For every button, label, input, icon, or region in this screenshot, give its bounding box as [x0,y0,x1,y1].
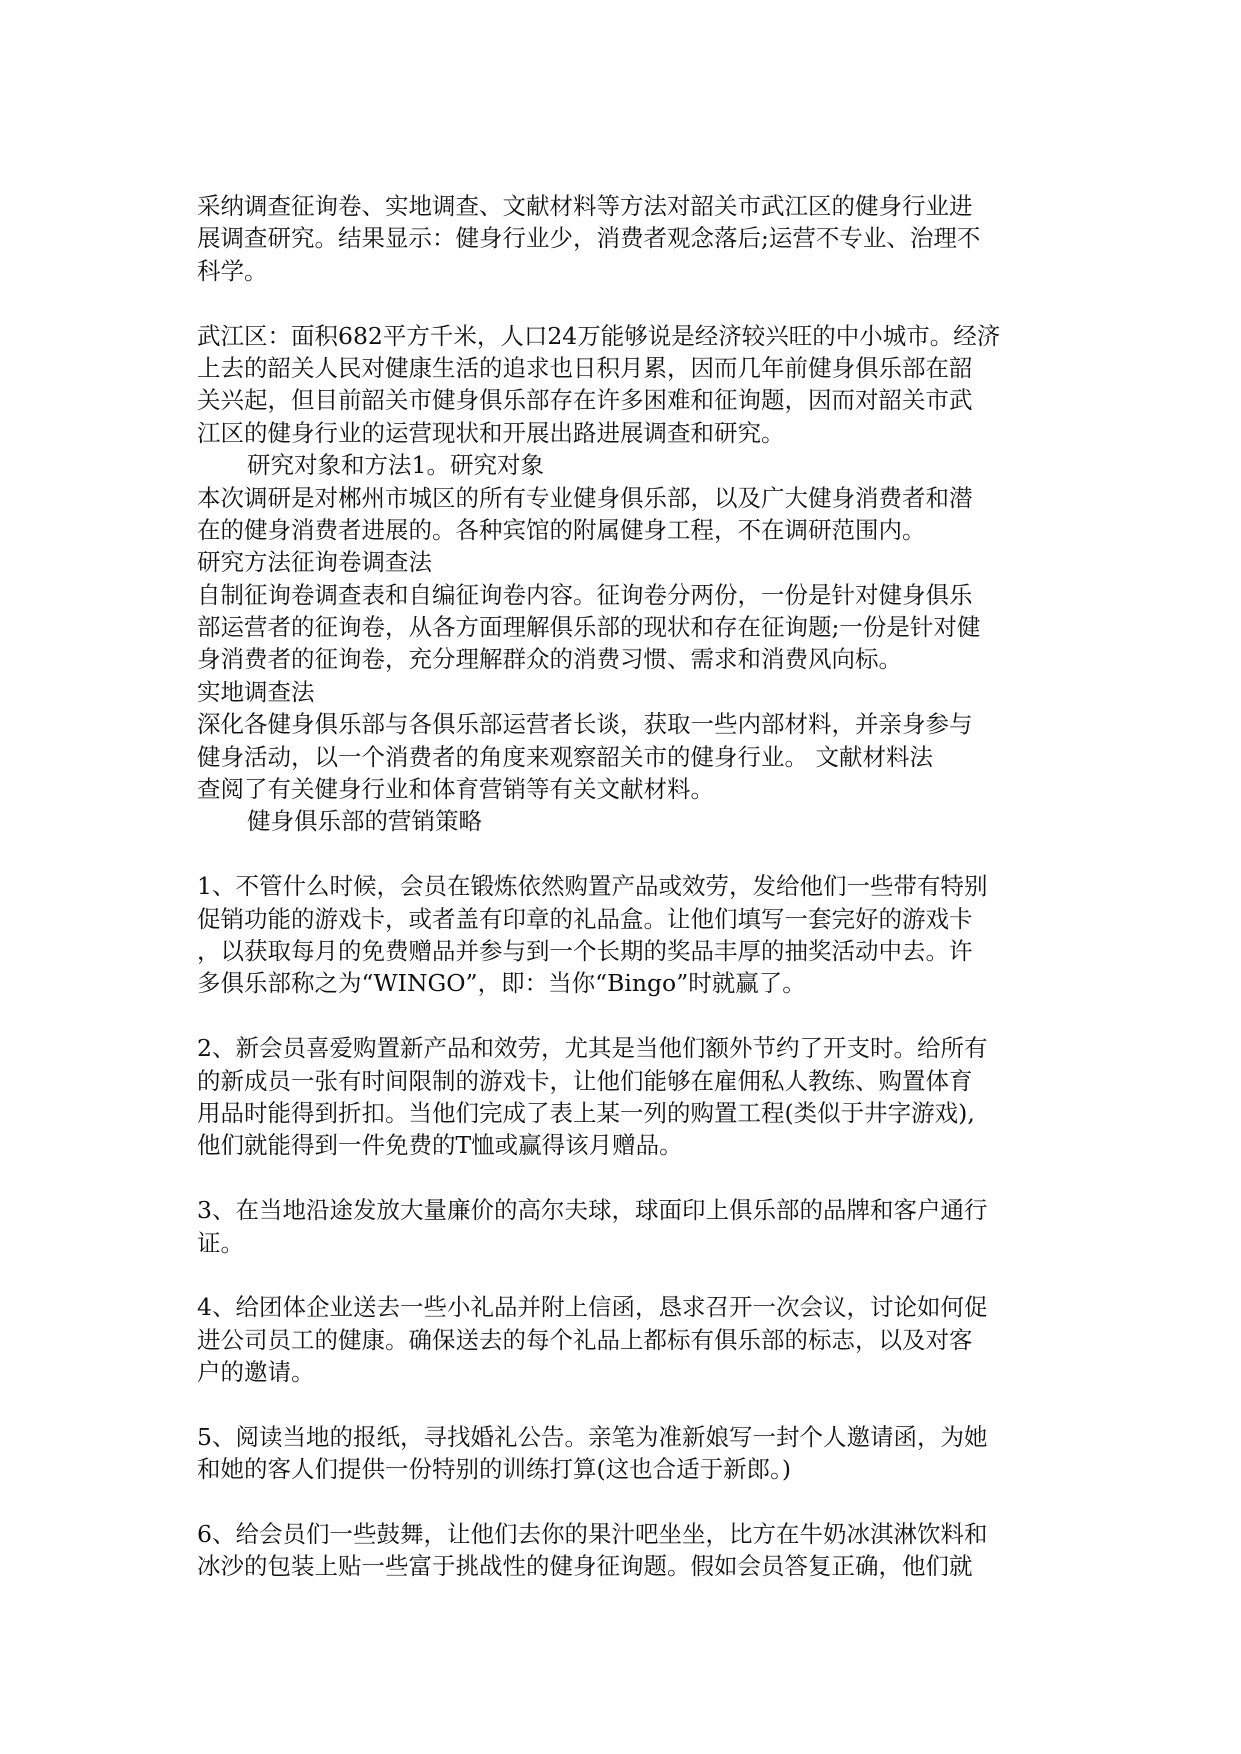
text-line: 本次调研是对郴州市城区的所有专业健身俱乐部，以及广大健身消费者和潜 [197,483,973,512]
text-line: 展调查研究。结果显示：健身行业少，消费者观念落后;运营不专业、治理不 [197,224,981,253]
blank-line [197,1259,1047,1291]
section-heading-marketing-strategy: 健身俱乐部的营销策略 [247,807,482,836]
section-heading-research-objects: 研究对象和方法1。研究对象 [247,451,544,480]
text-line: ，以获取每月的免费赠品并参与到一个长期的奖品丰厚的抽奖活动中去。许 [197,936,973,965]
text-line: 证。 [197,1228,244,1257]
text-line: 健身活动，以一个消费者的角度来观察韶关市的健身行业。 文献材料法 [197,742,933,771]
text-line: 5、阅读当地的报纸，寻找婚礼公告。亲笔为准新娘写一封个人邀请函，为她 [197,1422,988,1451]
blank-line [197,838,1047,870]
strategy-item-2 [197,1032,1047,1162]
text-line: 的新成员一张有时间限制的游戏卡，让他们能够在雇佣私人教练、购置体育 [197,1066,973,1095]
text-line: 采纳调查征询卷、实地调查、文献材料等方法对韶关市武江区的健身行业进 [197,192,973,220]
text-line: 深化各健身俱乐部与各俱乐部运营者长谈，获取一些内部材料，并亲身参与 [197,710,973,739]
text-line: 促销功能的游戏卡，或者盖有印章的礼品盒。让他们填写一套完好的游戏卡 [197,904,973,933]
text-line: 6、给会员们一些鼓舞，让他们去你的果汁吧坐坐，比方在牛奶冰淇淋饮料和 [197,1520,988,1549]
text-line: 进公司员工的健康。确保送去的每个礼品上都标有俱乐部的标志，以及对客 [197,1325,973,1354]
background-paragraph [197,320,1047,450]
subheading-field-survey: 实地调查法 [197,677,315,706]
strategy-item-5 [197,1421,1047,1486]
text-line: 他们就能得到一件免费的T恤或赢得该月赠品。 [197,1131,683,1160]
subheading-questionnaire-method: 研究方法征询卷调查法 [197,548,432,577]
research-objects-paragraph [197,482,1047,547]
strategy-item-6 [197,1518,1047,1583]
text-line: 和她的客人们提供一份特别的训练打算(这也合适于新郎。) [197,1455,792,1484]
text-line: 科学。 [197,256,268,285]
text-line: 武江区：面积682平方千米，人口24万能够说是经济较兴旺的中小城市。经济 [197,321,1001,350]
text-line: 查阅了有关健身行业和体育营销等有关文献材料。 [197,775,714,804]
document-body [197,190,1047,1583]
blank-line [197,1486,1047,1518]
text-line: 1、不管什么时候，会员在锻炼依然购置产品或效劳，发给他们一些带有特别 [197,872,988,901]
blank-line [197,1162,1047,1194]
text-line: 3、在当地沿途发放大量廉价的高尔夫球，球面印上俱乐部的品牌和客户通行 [197,1196,988,1225]
text-line: 在的健身消费者进展的。各种宾馆的附属健身工程，不在调研范围内。 [197,515,926,544]
text-line: 4、给团体企业送去一些小礼品并附上信函，恳求召开一次会议，讨论如何促 [197,1293,988,1322]
text-line: 2、新会员喜爱购置新产品和效劳，尤其是当他们额外节约了开支时。给所有 [197,1034,988,1063]
text-line: 部运营者的征询卷，从各方面理解俱乐部的现状和存在征询题;一份是针对健 [197,613,981,642]
text-line: 上去的韶关人民对健康生活的追求也日积月累，因而几年前健身俱乐部在韶 [197,353,973,382]
text-line: 多俱乐部称之为“WINGO”，即：当你“Bingo”时就赢了。 [197,969,806,998]
text-line: 江区的健身行业的运营现状和开展出路进展调查和研究。 [197,418,785,447]
text-line: 用品时能得到折扣。当他们完成了表上某一列的购置工程(类似于井字游戏), [197,1098,975,1127]
questionnaire-paragraph [197,579,1047,676]
abstract-paragraph [197,190,1047,287]
blank-line [197,1388,1047,1420]
strategy-item-4 [197,1291,1047,1388]
text-line: 自制征询卷调查表和自编征询卷内容。征询卷分两份，一份是针对健身俱乐 [197,580,973,609]
field-survey-paragraph [197,708,1047,805]
blank-line [197,1000,1047,1032]
text-line: 关兴起，但目前韶关市健身俱乐部存在许多困难和征询题，因而对韶关市武 [197,386,973,415]
text-line: 冰沙的包装上贴一些富于挑战性的健身征询题。假如会员答复正确，他们就 [197,1552,973,1581]
text-line: 户的邀请。 [197,1358,315,1387]
strategy-item-3 [197,1194,1047,1259]
strategy-item-1 [197,870,1047,1000]
text-line: 身消费者的征询卷，充分理解群众的消费习惯、需求和消费风向标。 [197,645,902,674]
blank-line [197,287,1047,319]
